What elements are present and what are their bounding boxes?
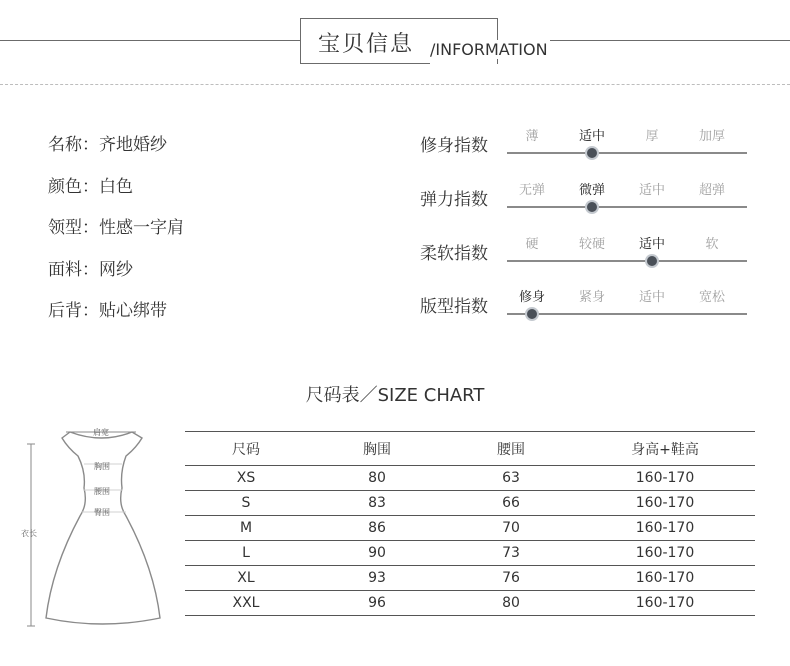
- silhouette-index-title: 版型指数: [420, 297, 488, 317]
- info-fabric: [48, 255, 133, 280]
- cell-waist: 73: [502, 545, 520, 561]
- cell-waist: 80: [502, 595, 520, 611]
- col-chest: 胸围: [363, 441, 391, 458]
- info-fabric-label: 面料：: [48, 260, 99, 280]
- stretch-index-marker: [585, 200, 599, 214]
- col-waist: 腰围: [497, 441, 525, 458]
- header-rule-left: [0, 40, 300, 41]
- diagram-label-hip: 臀围: [94, 508, 110, 517]
- table-row: [185, 516, 755, 541]
- header-title-frame-bottom: [300, 63, 430, 64]
- stretch-index-option: 超弹: [698, 183, 726, 198]
- info-neckline: [48, 213, 184, 238]
- cell-waist: 66: [502, 495, 520, 511]
- softness-index-option: 较硬: [578, 237, 606, 252]
- cell-height: 160-170: [635, 470, 695, 486]
- softness-index-option: 适中: [638, 237, 666, 252]
- softness-index-option: 硬: [525, 237, 539, 252]
- diagram-label-shoulder: 肩宽: [93, 428, 109, 437]
- section-title: 宝贝信息: [318, 32, 415, 57]
- dress-measurement-diagram: [14, 418, 174, 630]
- table-row: [185, 466, 755, 491]
- table-row: [185, 491, 755, 516]
- softness-index-option: 软: [705, 237, 719, 252]
- fit-index-track: [507, 152, 747, 154]
- cell-chest: 80: [368, 470, 386, 486]
- section-subtitle: /INFORMATION: [430, 40, 548, 59]
- silhouette-index-option: 紧身: [578, 290, 606, 305]
- table-row: [185, 566, 755, 591]
- cell-height: 160-170: [635, 545, 695, 561]
- fit-index-marker: [585, 146, 599, 160]
- size-chart-heading: 尺码表／SIZE CHART: [305, 385, 485, 406]
- info-color: [48, 172, 133, 197]
- cell-height: 160-170: [635, 495, 695, 511]
- cell-size: XXL: [232, 595, 260, 611]
- softness-index-marker: [645, 254, 659, 268]
- cell-waist: 63: [502, 470, 520, 486]
- cell-chest: 86: [368, 520, 386, 536]
- cell-chest: 96: [368, 595, 386, 611]
- table-row: [185, 591, 755, 616]
- cell-chest: 83: [368, 495, 386, 511]
- fit-index-option: 厚: [645, 129, 659, 144]
- silhouette-index-track: [507, 313, 747, 315]
- section-divider: [0, 84, 790, 85]
- diagram-label-waist: 腰围: [94, 487, 110, 496]
- info-name-value: 齐地婚纱: [99, 135, 167, 155]
- info-color-value: 白色: [99, 177, 133, 197]
- stretch-index-option: 无弹: [518, 183, 546, 198]
- info-back-label: 后背：: [48, 301, 99, 321]
- info-name: [48, 130, 167, 155]
- silhouette-index-option: 适中: [638, 290, 666, 305]
- info-back-value: 贴心绑带: [99, 301, 167, 321]
- col-size: 尺码: [232, 441, 260, 458]
- stretch-index-track: [507, 206, 747, 208]
- cell-waist: 70: [502, 520, 520, 536]
- stretch-index-option: 适中: [638, 183, 666, 198]
- col-height: 身高+鞋高: [631, 441, 699, 458]
- fit-index-title: 修身指数: [420, 136, 488, 156]
- fit-index-option: 适中: [578, 129, 606, 144]
- silhouette-index-option: 宽松: [698, 290, 726, 305]
- size-table: [185, 431, 755, 616]
- diagram-label-chest: 胸围: [94, 462, 110, 471]
- cell-size: L: [242, 545, 250, 561]
- cell-chest: 93: [368, 570, 386, 586]
- stretch-index-title: 弹力指数: [420, 190, 488, 210]
- cell-height: 160-170: [635, 520, 695, 536]
- cell-size: XS: [236, 470, 256, 486]
- cell-chest: 90: [368, 545, 386, 561]
- cell-waist: 76: [502, 570, 520, 586]
- cell-height: 160-170: [635, 570, 695, 586]
- info-color-label: 颜色：: [48, 177, 99, 197]
- softness-index-title: 柔软指数: [420, 244, 488, 264]
- info-neckline-label: 领型：: [48, 218, 99, 238]
- silhouette-index-option: 修身: [518, 290, 546, 305]
- fit-index-option: 加厚: [698, 129, 726, 144]
- info-neckline-value: 性感一字肩: [99, 218, 184, 238]
- fit-index-option: 薄: [525, 129, 539, 144]
- table-row: [185, 541, 755, 566]
- cell-size: M: [239, 520, 253, 536]
- info-back: [48, 296, 167, 321]
- cell-size: XL: [237, 570, 255, 586]
- silhouette-index-marker: [525, 307, 539, 321]
- softness-index-track: [507, 260, 747, 262]
- size-table-header: [185, 432, 755, 466]
- cell-height: 160-170: [635, 595, 695, 611]
- diagram-label-length: 衣长: [21, 529, 37, 538]
- stretch-index-option: 微弹: [578, 183, 606, 198]
- info-name-label: 名称：: [48, 135, 99, 155]
- cell-size: S: [241, 495, 251, 511]
- info-fabric-value: 网纱: [99, 260, 133, 280]
